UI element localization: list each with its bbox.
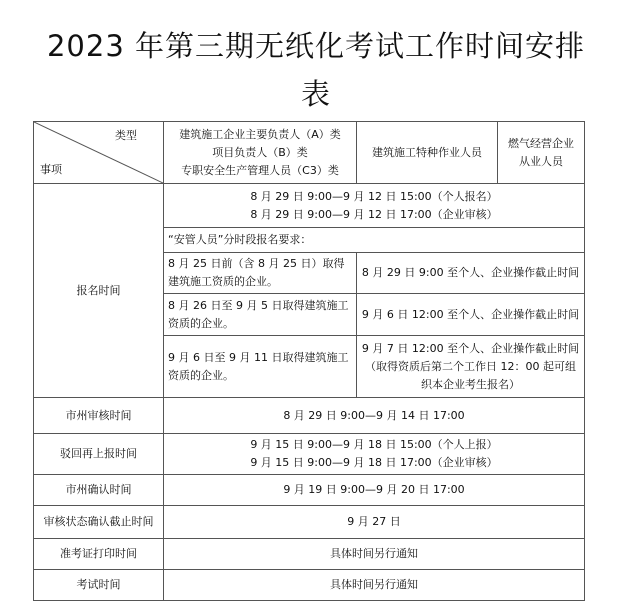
status-deadline-time: 9 月 27 日 [164,506,585,539]
table-row [34,539,585,570]
header-row [34,122,585,184]
city-confirm-label: 市州确认时间 [34,475,164,506]
table-row [34,506,585,539]
header-category-abc [164,122,357,184]
header-category-c3: 专职安全生产管理人员（C3）类 [181,163,339,177]
safety-deadline-3: 9 月 7 日 12:00 至个人、企业操作截止时间（取得资质后第二个工作日 12：00 起可组织本企业考生报名） [357,336,585,398]
safety-deadline-1: 8 月 29 日 9:00 至个人、企业操作截止时间 [357,253,585,294]
city-review-time: 8 月 29 日 9:00—9 月 14 日 17:00 [164,398,585,434]
resubmit-personal-time: 9 月 15 日 9:00—9 月 18 日 15:00（个人上报） [250,438,498,451]
header-gas-line-1: 燃气经营企业 [508,136,574,150]
safety-deadline-2: 9 月 6 日 12:00 至个人、企业操作截止时间 [357,294,585,336]
registration-general-time [164,184,585,228]
table-row [34,434,585,475]
admission-print-time: 具体时间另行通知 [164,539,585,570]
resubmit-time [164,434,585,475]
header-category-a: 建筑施工企业主要负责人（A）类 [179,127,341,141]
registration-company-time: 8 月 29 日 9:00—9 月 12 日 17:00（企业审核） [250,207,498,221]
safety-condition-2: 8 月 26 日至 9 月 5 日取得建筑施工资质的企业。 [164,294,357,336]
admission-print-label: 准考证打印时间 [34,539,164,570]
safety-personnel-note: “安管人员”分时段报名要求： [164,228,585,253]
resubmit-label: 驳回再上报时间 [34,434,164,475]
city-confirm-time: 9 月 19 日 9:00—9 月 20 日 17:00 [164,475,585,506]
exam-time-label: 考试时间 [34,570,164,601]
page-title-line-2: 表 [300,77,331,111]
page-title-line-1: 2023 年第三期无纸化考试工作时间安排 [46,29,586,63]
table-row [34,570,585,601]
corner-type-label: 类型 [115,129,137,142]
safety-condition-3: 9 月 6 日至 9 月 11 日取得建筑施工资质的企业。 [164,336,357,398]
table-row [34,398,585,434]
resubmit-company-time: 9 月 15 日 9:00—9 月 18 日 17:00（企业审核） [250,456,498,469]
safety-condition-1: 8 月 25 日前（含 8 月 25 日）取得建筑施工资质的企业。 [164,253,357,294]
header-special-operators: 建筑施工特种作业人员 [357,122,498,184]
exam-time-value: 具体时间另行通知 [164,570,585,601]
table-row [34,475,585,506]
corner-item-label: 事项 [40,163,62,176]
registration-personal-time: 8 月 29 日 9:00—9 月 12 日 15:00（个人报名） [250,189,498,203]
header-gas-line-2: 从业人员 [519,154,563,168]
header-gas-workers [498,122,585,184]
header-category-b: 项目负责人（B）类 [212,145,308,159]
header-corner-cell [34,122,164,184]
registration-label: 报名时间 [34,184,164,398]
status-deadline-label: 审核状态确认截止时间 [34,506,164,539]
city-review-label: 市州审核时间 [34,398,164,434]
schedule-table [33,121,585,601]
registration-general-row [34,184,585,228]
